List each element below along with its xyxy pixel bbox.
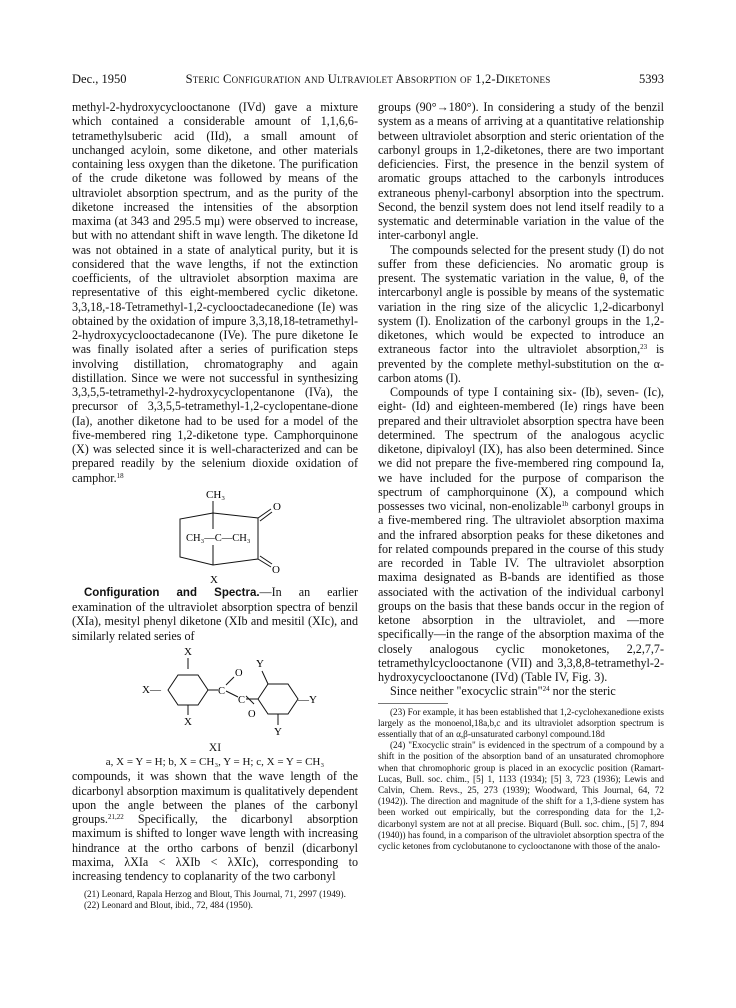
benzil-carbon-2: C xyxy=(238,694,246,706)
camphor-oxygen-1: O xyxy=(273,500,281,513)
section-heading: Configuration and Spectra. xyxy=(84,586,260,599)
camphor-gem-dimethyl: CH₃—C—CH₃ xyxy=(186,532,251,544)
left-paragraph-1: methyl-2-hydroxycyclooctanone (IVd) gave a mixture which contained a considerable amount of 1,1,6,6-tetramethylsuberic acid (IId), a small amount of unchanged acyloin, some diketone, and other materials containing less oxygen than the diketone. The purification of the crude diketone was followed by means of the ultraviolet absorption spectrum, and as the purity of the diketone increased the intensities of the absorption maxima (at 343 and 295.5 mμ) were observed to increase, but with no attendant shift in wave length. The diketone Id was not obtained in a state of analytical purity, but it is considered that the wave lengths, if not the extinction coefficients, of the ultraviolet absorption maxima are representative of this eight-membered cyclic diketone. 3,3,18,-18-Tetramethyl-1,2-cyclooctadecanedione (Ie) was obtained by the oxidation of impure 3,3,18,18-tetramethyl-2-hydroxycyclooctadecanone (IVe). The pure diketone Ie was finally isolated after a series of purification steps involving distillation, chromatography and again distillation. Since we were not successful in synthesizing 3,3,5,5-tetramethyl-2-hydroxycyclopentanone (IVa), the precursor of 3,3,5,5-tetramethyl-1,2-cyclopentane-dione (Ia), another diketone had to be used for a model of the five-membered ring 1,2-diketone type. Camphorquinone (X) was selected since it is well-characterized and can be prepared readily by the selenium dioxide oxidation of camphor.$^{18}$ xyxy=(72,100,358,485)
right-paragraph-4: Since neither "exocyclic strain"$^{24}$ nor the steric xyxy=(390,684,616,699)
footnote-rule xyxy=(378,703,448,704)
ref-18: 18 xyxy=(116,471,124,480)
page-header xyxy=(72,72,664,88)
right-paragraph-1: groups (90°→180°). In considering a study of the benzil system as a means of arriving at a quantitative relationship between ultraviolet absorption and steric orientation of the carbonyl groups in 1,2-diketones, there are two important deficiencies. First, the presence in the benzil system of aromatic groups attached to the carbonyls introduces extraneous phenyl-carbonyl absorption into the spectrum. Second, the benzil system does not lend itself readily to a systematic and determinable variation in the value of the inter-carbonyl angle. xyxy=(378,100,664,243)
footnote-24: (24) "Exocyclic strain" is evidenced in the spectrum of a compound by a shift in the position of the absorption band of an unsaturated chromophore when that chromophoric group is placed in an exocyclic position (Ramart-Lucas, Bull. soc. chim., [5] 1, 1133 (1934); [5] 3, 723 (1936); Lewis and Calvin, Chem. Revs., 25, 273 (1939); Woodward, This Journal, 64, 72 (1942)). The direction and magnitude of the shift for a 1,3-diene system has been worked out empirically, but the corresponding data for the 1,2-dicarbonyl system are not at all precise. Biquard (Bull. soc. chim., [5] 7, 894 (1940)) has found, in a comparison of the ultraviolet absorption spectra of the cyclic ketones from cyclobutanone to cyclooctanone with those of the analo- xyxy=(378,740,664,851)
page-number: 5393 xyxy=(639,72,664,86)
footnote-22: (22) Leonard and Blout, ibid., 72, 484 (1950). xyxy=(84,900,253,911)
compound-label-XI: XI xyxy=(208,741,222,754)
benzil-oxygen-2: O xyxy=(248,708,256,720)
substituent-key: a, X = Y = H; b, X = CH₃, Y = H; c, X = Y = CH₃ xyxy=(105,756,325,768)
benzil-oxygen-1: O xyxy=(235,667,243,679)
left-paragraph-3: compounds, it was shown that the wave length of the dicarbonyl absorption maximum is qualitatively dependent upon the angle between the planes of the carbonyl groups.$^{21,22}$ Specifically, the dicarbonyl absorption maximum is shifted to longer wave length with increasing hindrance at the ortho carbons of benzil (dicarbonyl maxima, λXIa < λXIb < λXIc), corresponding to increasing tendency to coplanarity of the two carbonyl xyxy=(72,769,358,883)
header-title: Steric Configuration and Ultraviolet Absorption of 1,2-Diketones xyxy=(185,72,551,86)
benzil-y-top: Y xyxy=(256,657,264,670)
footnote-23: (23) For example, it has been established that 1,2-cyclohexanedione exists largely as the monoenol,18a,b,c and its ultraviolet adsorption spectrum is essentially that of an α,β-unsaturated carbonyl compound.18d xyxy=(378,706,664,739)
left-paragraph-2: Configuration and Spectra.—In an earlier examination of the ultraviolet absorption spectra of benzil (XIa), mesityl phenyl diketone (XIb and mesitil (XIc), and similarly related series of xyxy=(72,584,358,643)
benzil-x-top: X xyxy=(184,645,192,658)
right-paragraph-2: The compounds selected for the present study (I) do not suffer from these deficiencies. No aromatic group is present. The systematic variation in the value, θ, of the intercarbonyl angle is possible by means of the systematic variation in the ring size of the alicyclic 1,2-dicarbonyl system (I). Enolization of the carbonyl groups in the 1,2-diketones, which would be expected to introduce an extraneous factor into the ultraviolet absorption,$^{23}$ is prevented by the complete methyl-substitution on the α-carbon atoms (I). xyxy=(378,242,665,385)
camphor-top-methyl: CH₃ xyxy=(206,488,226,501)
header-date: Dec., 1950 xyxy=(72,72,127,86)
footnote-21: (21) Leonard, Rapala Herzog and Blout, This Journal, 71, 2997 (1949). xyxy=(84,889,346,900)
benzil-x-left: X— xyxy=(142,683,161,696)
benzil-carbon-1: C xyxy=(218,685,226,697)
left-footnotes xyxy=(72,889,358,911)
camphor-oxygen-2: O xyxy=(272,563,280,576)
benzil-structure xyxy=(72,645,358,741)
benzil-x-bottom: X xyxy=(184,715,192,728)
right-paragraph-3: Compounds of type I containing six- (Ib), seven- (Ic), eight- (Id) and eighteen-membered (Ie) rings have been prepared and their ultraviolet absorption spectra have been determined. The spectrum of the analogous acyclic diketone, dipivaloyl (IX), has also been determined. Since we did not prepare the five-membered ring compound Ia, we have included for the purpose of comparison the spectrum of camphorquinone (X), a compound which possesses two vicinal, non-enolizable$^{1b}$ carbonyl groups in a five-membered ring. The ultraviolet absorption maxima and the infrared absorption peaks for these diketones and for related compounds prepared in the course of this study are recorded in Table IV. The ultraviolet absorption maxima designated as B-bands are identified as those associated with the activation of the individual carbonyl groups on the basis that these bands occur in the region of ketone absorption in the ultraviolet, and —more specifically—in the range of the absorption maxima of the closely analogous cyclic monoketones, 2,2,7,7-tetramethylcyclooctanone (VII) and 3,3,8,8-tetramethyl-2-hydroxycyclooctanone (IVd) (Table IV, Fig. 3). xyxy=(378,385,664,684)
compound-label-X: X xyxy=(210,573,218,585)
benzil-y-bottom: Y xyxy=(274,725,282,738)
left-column xyxy=(72,100,358,912)
right-column xyxy=(378,100,664,852)
camphorquinone-structure xyxy=(72,487,358,585)
benzil-y-right: —Y xyxy=(298,693,317,706)
